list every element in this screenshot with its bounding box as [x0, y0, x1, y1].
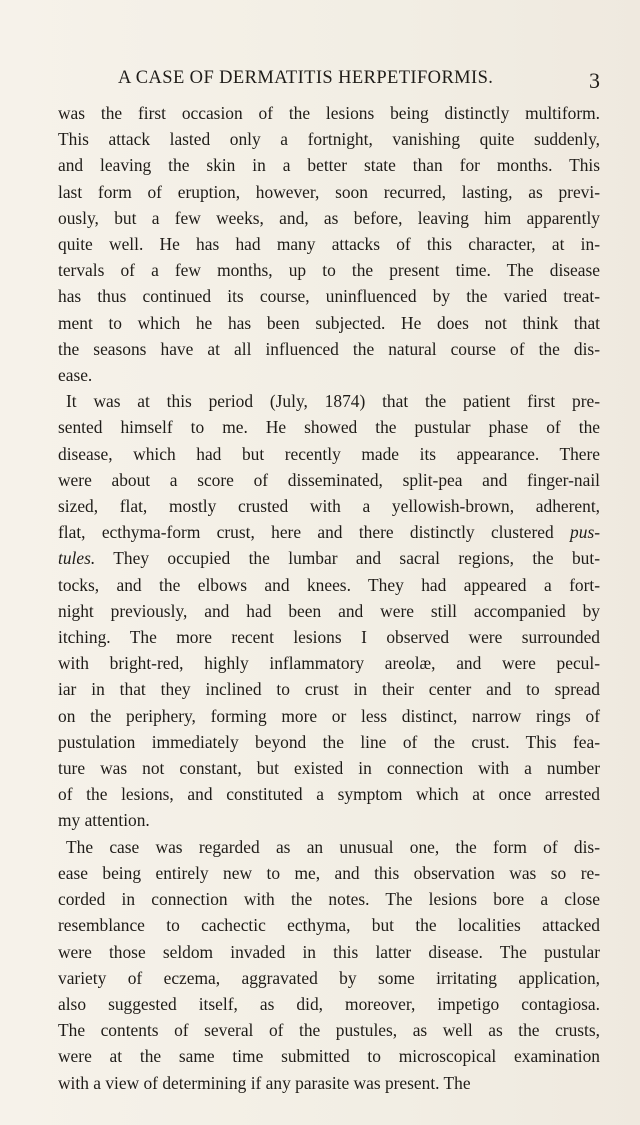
running-title: A CASE OF DERMATITIS HERPETIFORMIS.	[118, 68, 494, 88]
text-line: ture was not constant, but existed in connection with a number	[58, 758, 600, 779]
text-line: also suggested itself, as did, moreover, impetigo contagiosa.	[58, 993, 600, 1014]
text-line: and leaving the skin in a better state than for months. This	[58, 155, 600, 176]
text-line: quite well. He has had many attacks of this character, at in-	[58, 234, 600, 255]
text-line: itching. The more recent lesions I observed were surrounded	[58, 627, 600, 648]
text-line: last form of eruption, however, soon recurred, lasting, as previ-	[58, 181, 600, 202]
text-line: the seasons have at all influenced the natural course of the dis-	[58, 338, 600, 359]
text-line: was the first occasion of the lesions being distinctly multiform.	[58, 103, 600, 123]
text-line: It was at this period (July, 1874) that the patient first pre-	[66, 391, 600, 412]
text-line: on the periphery, forming more or less distinct, narrow rings of	[58, 705, 600, 726]
text-line: tervals of a few months, up to the present time. The disease	[58, 260, 600, 281]
text-line: of the lesions, and constituted a symptom which at once arrested	[58, 784, 600, 805]
paragraph	[58, 388, 600, 833]
text-line: were about a score of disseminated, split-pea and finger-nail	[58, 469, 600, 490]
text-line: variety of eczema, aggravated by some irritating application,	[58, 967, 600, 988]
text-line: iar in that they inclined to crust in their center and to spread	[58, 679, 600, 700]
text-line: night previously, and had been and were still accompanied by	[58, 600, 600, 621]
paragraph	[58, 834, 600, 1096]
text-line: The case was regarded as an unusual one, the form of dis-	[66, 836, 600, 857]
text-line: with a view of determining if any parasite was present. The	[58, 1072, 471, 1093]
text-line: ously, but a few weeks, and, as before, leaving him apparently	[58, 207, 600, 228]
text-line: resemblance to cachectic ecthyma, but the localities attacked	[58, 915, 600, 936]
text-line: The contents of several of the pustules, as well as the crusts,	[58, 1020, 600, 1041]
text-line: ease being entirely new to me, and this observation was so re-	[58, 862, 600, 883]
text-line: has thus continued its course, uninfluenced by the varied treat-	[58, 286, 600, 307]
paragraph	[58, 100, 600, 388]
text-line: were at the same time submitted to microscopical examination	[58, 1046, 600, 1067]
text-line: ment to which he has been subjected. He does not think that	[58, 312, 600, 333]
text-line: tocks, and the elbows and knees. They had appeared a fort-	[58, 574, 600, 595]
text-line: tules. They occupied the lumbar and sacral regions, the but-	[58, 548, 600, 569]
text-line: my attention.	[58, 810, 150, 831]
text-line: sized, flat, mostly crusted with a yellowish-brown, adherent,	[58, 496, 600, 517]
text-line: flat, ecthyma-form crust, here and there distinctly clustered pus-	[58, 522, 600, 543]
body-text	[58, 100, 600, 1096]
text-line: This attack lasted only a fortnight, vanishing quite suddenly,	[58, 129, 600, 150]
text-line: disease, which had but recently made its appearance. There	[58, 443, 600, 464]
text-line: ease.	[58, 365, 93, 386]
page-number: 3	[589, 68, 600, 93]
text-line: were those seldom invaded in this latter disease. The pustular	[58, 941, 600, 962]
text-line: with bright-red, highly inflammatory areolæ, and were pecul-	[58, 653, 600, 674]
page-header	[58, 60, 600, 100]
text-line: corded in connection with the notes. The lesions bore a close	[58, 889, 600, 910]
text-line: sented himself to me. He showed the pustular phase of the	[58, 417, 600, 438]
text-line: pustulation immediately beyond the line of the crust. This fea-	[58, 731, 600, 752]
